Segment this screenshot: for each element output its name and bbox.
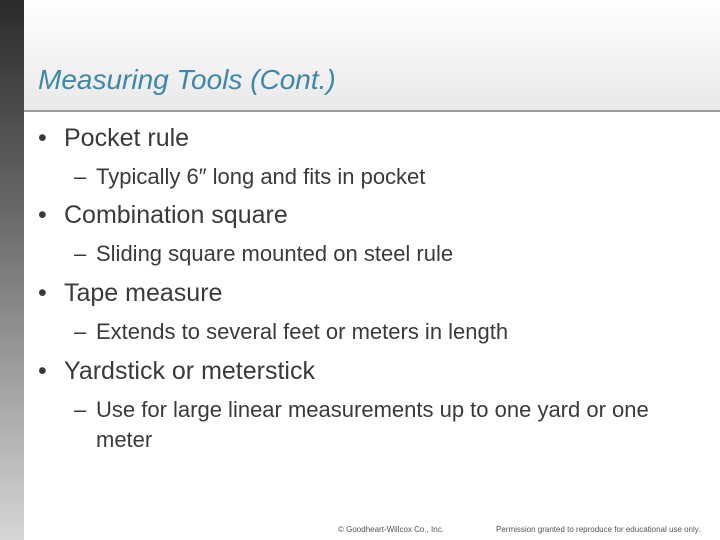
- sub-bullet-text: Extends to several feet or meters in length: [96, 319, 509, 344]
- bullet-item: [38, 279, 222, 308]
- footer-permission: Permission granted to reproduce for educational use only.: [496, 525, 701, 534]
- bullet-marker: •: [38, 201, 47, 229]
- slide-title: Measuring Tools (Cont.): [38, 64, 336, 95]
- sub-bullet-item: [74, 164, 425, 190]
- sub-bullet-marker: –: [74, 397, 87, 422]
- sub-bullet-item: [74, 395, 704, 455]
- sub-bullet-marker: –: [74, 241, 87, 266]
- bullet-text: Pocket rule: [64, 124, 190, 152]
- bullet-item: [38, 357, 315, 386]
- sub-bullet-text: Sliding square mounted on steel rule: [96, 241, 454, 266]
- bullet-text: Yardstick or meterstick: [64, 357, 315, 385]
- bullet-marker: •: [38, 357, 47, 385]
- bullet-marker: •: [38, 279, 47, 307]
- sub-bullet-marker: –: [74, 164, 87, 189]
- bullet-text: Tape measure: [64, 279, 223, 307]
- bullet-item: [38, 124, 189, 153]
- sub-bullet-text: Use for large linear measurements up to one yard or one meter: [96, 397, 649, 452]
- left-accent-bar: [0, 0, 24, 540]
- sub-bullet-item: [74, 319, 508, 345]
- title-divider: [24, 110, 720, 112]
- bullet-text: Combination square: [64, 201, 288, 229]
- footer-copyright: © Goodheart-Willcox Co., Inc.: [338, 525, 444, 534]
- sub-bullet-marker: –: [74, 319, 87, 344]
- bullet-marker: •: [38, 124, 47, 152]
- sub-bullet-text: Typically 6″ long and fits in pocket: [96, 164, 426, 189]
- sub-bullet-item: [74, 241, 453, 267]
- bullet-item: [38, 201, 288, 230]
